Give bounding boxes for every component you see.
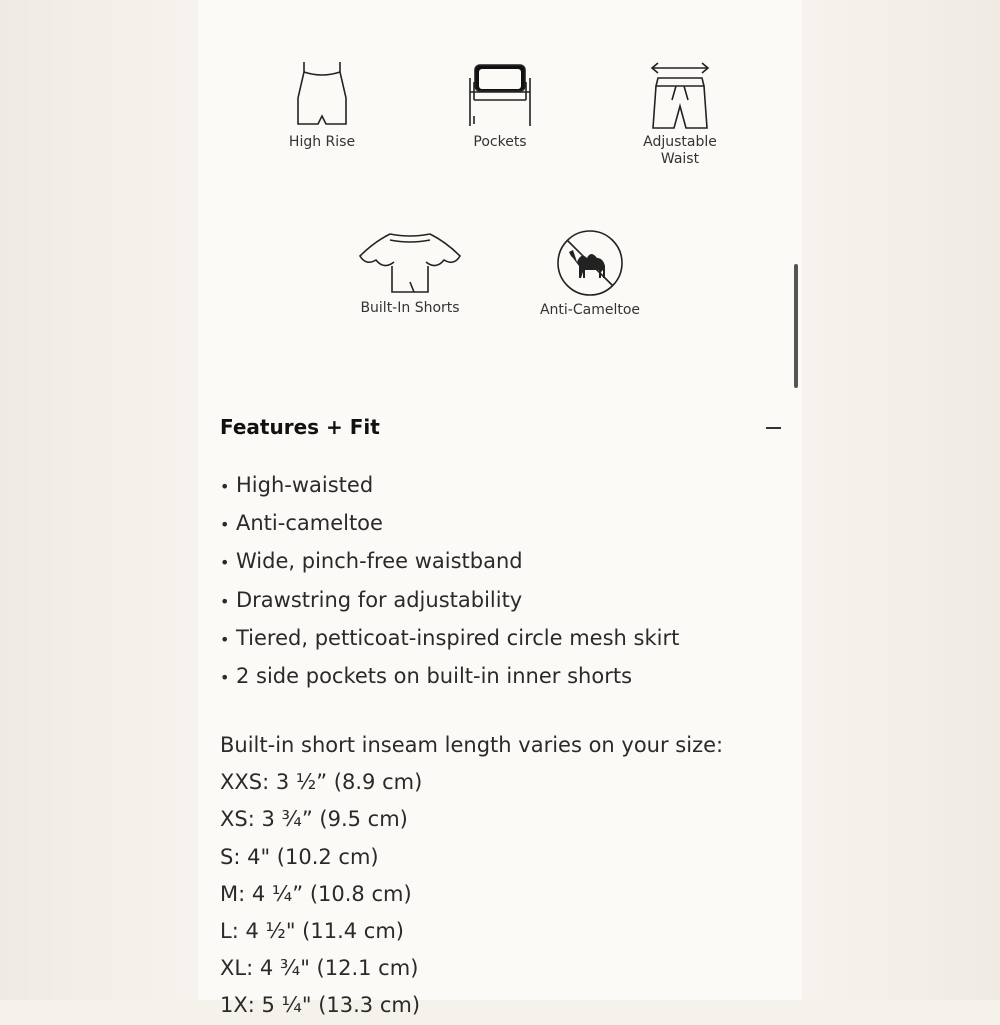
- icon-label: Built-In Shorts: [360, 300, 460, 316]
- adjustable-waist-icon: [644, 56, 716, 130]
- bullet-icon: •: [220, 515, 230, 535]
- bullet-icon: •: [220, 477, 230, 496]
- inseam-intro: Built-in short inseam length varies on your size:: [220, 733, 724, 757]
- list-item: [220, 543, 679, 581]
- bullet-icon: •: [220, 629, 230, 649]
- feature-text: Anti-cameltoe: [236, 511, 383, 536]
- list-item: [220, 505, 679, 543]
- feature-text: High-waisted: [236, 473, 374, 497]
- feature-anti-cameltoe: [532, 228, 648, 319]
- size-row: XL: 4 ¾" (12.1 cm): [220, 956, 419, 981]
- icon-label: Pockets: [473, 134, 527, 150]
- minus-icon: [766, 427, 781, 429]
- bullet-icon: •: [220, 553, 230, 573]
- section-title: Features + Fit: [220, 415, 380, 439]
- feature-adjustable-waist: [625, 56, 735, 168]
- bullet-icon: •: [220, 591, 230, 611]
- size-row: XXS: 3 ½” (8.9 cm): [220, 770, 423, 795]
- features-list: [220, 467, 679, 696]
- feature-text: Drawstring for adjustability: [236, 587, 523, 612]
- scrollbar-thumb[interactable]: [794, 264, 798, 388]
- built-in-shorts-icon: [354, 226, 466, 296]
- size-row: 1X: 5 ¼" (13.3 cm): [220, 993, 421, 1018]
- icon-label: Anti-Cameltoe: [539, 302, 641, 318]
- feature-pockets: [448, 58, 552, 151]
- anti-cameltoe-icon: [555, 228, 625, 298]
- list-item: [220, 582, 679, 620]
- feature-text: Tiered, petticoat-inspired circle mesh skirt: [236, 625, 680, 650]
- pockets-icon: [464, 58, 536, 130]
- icon-label: High Rise: [288, 134, 356, 150]
- feature-high-rise: [270, 58, 374, 151]
- list-item: [220, 620, 679, 658]
- size-row: S: 4" (10.2 cm): [220, 844, 379, 869]
- product-details-panel[interactable]: [198, 0, 802, 1018]
- size-row: XS: 3 ¾” (9.5 cm): [220, 807, 408, 832]
- bullet-icon: •: [220, 668, 230, 688]
- inseam-size-list: [220, 727, 723, 1025]
- size-row: M: 4 ¼” (10.8 cm): [220, 881, 412, 906]
- feature-built-in-shorts: [343, 226, 477, 317]
- high-rise-icon: [287, 58, 357, 130]
- icon-label: Adjustable Waist: [643, 134, 717, 167]
- list-item: [220, 467, 679, 505]
- size-row: L: 4 ½" (11.4 cm): [220, 919, 404, 944]
- list-item: [220, 658, 679, 696]
- feature-text: Wide, pinch-free waistband: [236, 549, 523, 574]
- collapse-toggle-button[interactable]: [762, 417, 784, 439]
- feature-text: 2 side pockets on built-in inner shorts: [236, 664, 633, 689]
